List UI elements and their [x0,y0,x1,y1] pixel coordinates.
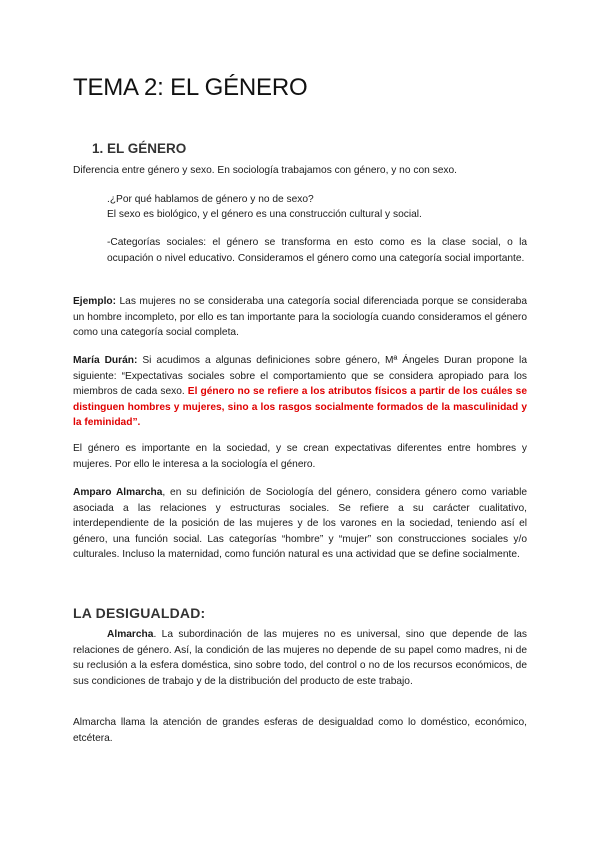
desigualdad-paragraph [73,627,527,689]
almarcha-label: Amparo Almarcha [73,487,163,498]
closing-paragraph: Almarcha llama la atención de grandes esferas de desigualdad como lo doméstico, económico, etcétera. [73,717,527,744]
importance-paragraph: El género es importante en la sociedad, y se crean expectativas diferentes entre hombres y mujeres. Por ello le interesa a la sociología el género. [73,443,527,470]
intro-paragraph: Diferencia entre género y sexo. En sociología trabajamos con género, y no con sexo. [73,165,457,176]
question-line: .¿Por qué hablamos de género y no de sexo? [107,194,314,205]
duran-label: María Durán: [73,355,138,366]
almarcha-paragraph [73,485,527,563]
section-heading-genero: 1. EL GÉNERO [92,141,187,156]
categories-paragraph: -Categorías sociales: el género se transforma en esto como es la clase social, o la ocupación o nivel educativo. Consideramos el género como una categoría social importante. [107,237,527,264]
almarcha-text: , en su definición de Sociología del género, considera género como variable asociada a las relaciones y estructuras sociales. Se refiere a su carácter cualitativo, interdependiente de la posición de las mujeres y de los varones en la sociedad, teniendo así el género, una función social. Las categorías “hombre” y “mujer” son construcciones sociales y/o culturales. Incluso la maternidad, como función natural es una actividad que se define socialmente. [73,487,527,561]
duran-paragraph [73,353,527,431]
desigualdad-text: . La subordinación de las mujeres no es universal, sino que depende de las relaciones de género. Así, la condición de las mujeres no depende de su papel como madres, ni de su reclusión a la esfera doméstica, sino sobre todo, del control o no de los recursos económicos, de sus condiciones de trabajo y de la distribución del producto de este trabajo. [73,629,527,687]
duran-highlight: El género no se refiere a los atributos físicos a partir de los cuáles se distinguen hombres y mujeres, sino a los rasgos socialmente formados de la masculinidad y la feminidad”. [73,386,527,429]
example-label: Ejemplo: [73,296,117,307]
duran-text: Si acudimos a algunas definiciones sobre género, Mª Ángeles Duran propone la siguiente: “Expectativas sociales sobre el comportamiento que se considera apropiado para los miembros de cada sexo. [73,355,527,398]
page-title: TEMA 2: EL GÉNERO [73,74,308,101]
answer-line: El sexo es biológico, y el género es una construcción cultural y social. [107,209,422,220]
example-text: Las mujeres no se consideraba una categoría social diferenciada porque se consideraba un hombre incompleto, por ello es tan importante para la sociología cuando consideramos el género como una categoría social completa. [73,296,527,339]
section-heading-desigualdad: LA DESIGUALDAD: [73,605,206,621]
example-paragraph [73,294,527,341]
desigualdad-almarcha-label: Almarcha [107,629,154,640]
